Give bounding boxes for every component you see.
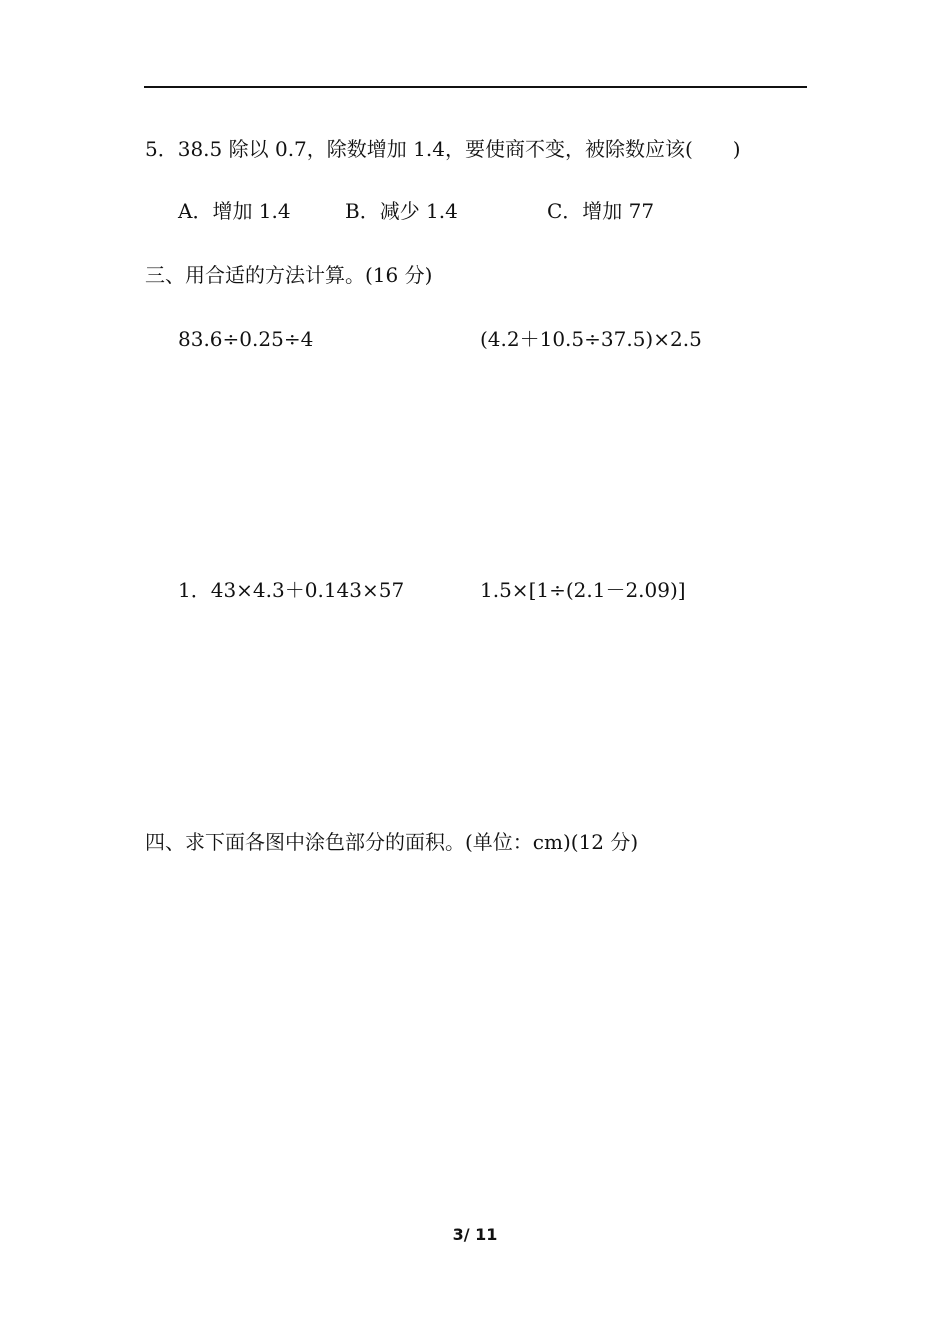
calc-expression-3: 1．43×4.3＋0.143×57	[178, 578, 405, 602]
question-5-option-a: A．增加 1.4	[178, 199, 291, 223]
question-5-text: 5．38.5 除以 0.7，除数增加 1.4，要使商不变，被除数应该( )	[145, 137, 741, 161]
question-5-option-c: C．增加 77	[547, 199, 655, 223]
calc-expression-2: (4.2＋10.5÷37.5)×2.5	[480, 327, 702, 351]
calc-expression-4: 1.5×[1÷(2.1－2.09)]	[480, 578, 686, 602]
calc-expression-1: 83.6÷0.25÷4	[178, 327, 314, 351]
section-3-heading: 三、用合适的方法计算。(16 分)	[145, 263, 433, 287]
question-5-option-b: B．减少 1.4	[345, 199, 458, 223]
page-number: 3/ 11	[452, 1225, 498, 1244]
header-rule	[144, 86, 807, 88]
section-4-heading: 四、求下面各图中涂色部分的面积。(单位：cm)(12 分)	[145, 830, 639, 854]
